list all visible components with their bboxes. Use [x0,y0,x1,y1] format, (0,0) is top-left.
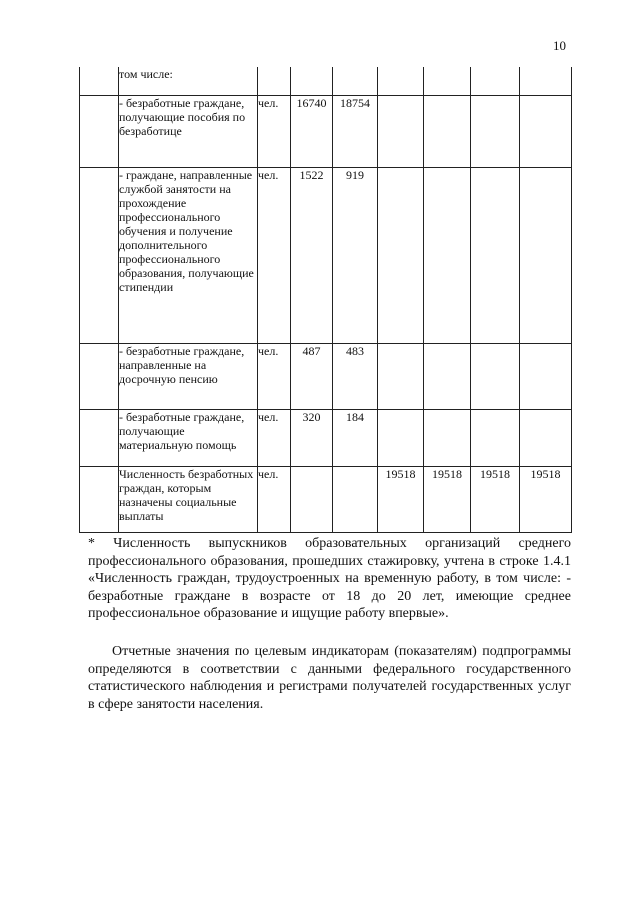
number-cell [80,67,119,95]
unit-cell-text: чел. [258,95,279,110]
description-cell-text: - безработные граждане, получающие материальную помощь [119,409,245,452]
value-cell [471,67,520,95]
number-cell [80,95,119,167]
value-cell [520,95,572,167]
number-cell [80,343,119,409]
value-cell [471,466,520,532]
unit-cell-text: чел. [258,466,279,481]
table-row [80,67,572,95]
table-row [80,167,572,343]
value-cell [520,466,572,532]
unit-cell-text: чел. [258,409,279,424]
value-cell [471,95,520,167]
value-cell-text: 487 [302,343,321,358]
value-cell [333,466,378,532]
value-cell [424,95,471,167]
value-cell-text: 320 [302,409,321,424]
description-cell [119,466,258,532]
value-cell [471,343,520,409]
value-cell [424,343,471,409]
value-cell [378,67,424,95]
value-cell-text: 483 [346,343,364,358]
value-cell [424,466,471,532]
unit-cell [258,409,291,466]
body-paragraph: Отчетные значения по целевым индикаторам (показателям) подпрограммы определяются в соответствии с данными федерального государственного статистического наблюдения и регистрами получателей государственных услуг в сфере занятости населения. [88,644,571,712]
value-cell [378,466,424,532]
value-cell [378,95,424,167]
value-cell [291,409,333,466]
unit-cell [258,167,291,343]
number-cell [80,409,119,466]
value-cell-text: 19518 [480,466,510,481]
table-row [80,466,572,532]
table-row [80,343,572,409]
table-body [80,67,572,532]
number-cell [80,466,119,532]
value-cell [520,343,572,409]
value-cell [291,343,333,409]
description-cell [119,167,258,343]
value-cell [378,343,424,409]
value-cell-text: 19518 [530,466,561,481]
table-row [80,95,572,167]
value-cell [471,167,520,343]
value-cell [520,167,572,343]
description-cell [119,95,258,167]
value-cell [424,167,471,343]
value-cell [333,67,378,95]
value-cell [471,409,520,466]
value-cell [291,167,333,343]
indicators-table [79,67,572,533]
unit-cell-text: чел. [258,343,279,358]
value-cell [333,95,378,167]
value-cell-text: 16740 [296,95,327,110]
unit-cell-text: чел. [258,167,279,182]
value-cell [424,409,471,466]
description-cell [119,409,258,466]
value-cell-text: 19518 [385,466,416,481]
page-number: 10 [553,38,566,53]
value-cell [378,409,424,466]
value-cell [424,67,471,95]
value-cell [333,167,378,343]
value-cell-text: 1522 [299,167,324,182]
unit-cell [258,466,291,532]
description-cell-text: - безработные граждане, направленные на досрочную пенсию [119,343,245,386]
description-cell-text: - безработные граждане, получающие пособия по безработице [119,95,246,138]
value-cell-text: 919 [346,167,364,182]
description-cell-text: том числе: [119,67,173,81]
description-cell [119,343,258,409]
value-cell-text: 18754 [340,95,370,110]
unit-cell [258,343,291,409]
description-cell-text: - граждане, направленные службой занятости на прохождение профессионального обучения и получение дополнительного профессионального образования, получающие стипендии [119,167,254,294]
description-cell-text: Численность безработных граждан, которым назначены социальные выплаты [119,466,254,523]
value-cell [291,95,333,167]
value-cell [378,167,424,343]
value-cell [333,343,378,409]
value-cell [333,409,378,466]
value-cell [291,466,333,532]
description-cell [119,67,258,95]
number-cell [80,167,119,343]
value-cell [520,409,572,466]
value-cell [291,67,333,95]
footnote: * Численность выпускников образовательных организаций среднего профессионального образования, прошедших стажировку, учтена в строке 1.4.1 «Численность граждан, трудоустроенных на временную работу, в том числе: - безработные граждане в возрасте от 18 до 20 лет, имеющие среднее профессиональное образование и ищущие работу впервые». [88,536,571,621]
value-cell-text: 184 [346,409,364,424]
table-row [80,409,572,466]
value-cell-text: 19518 [432,466,462,481]
unit-cell [258,67,291,95]
value-cell [520,67,572,95]
unit-cell [258,95,291,167]
